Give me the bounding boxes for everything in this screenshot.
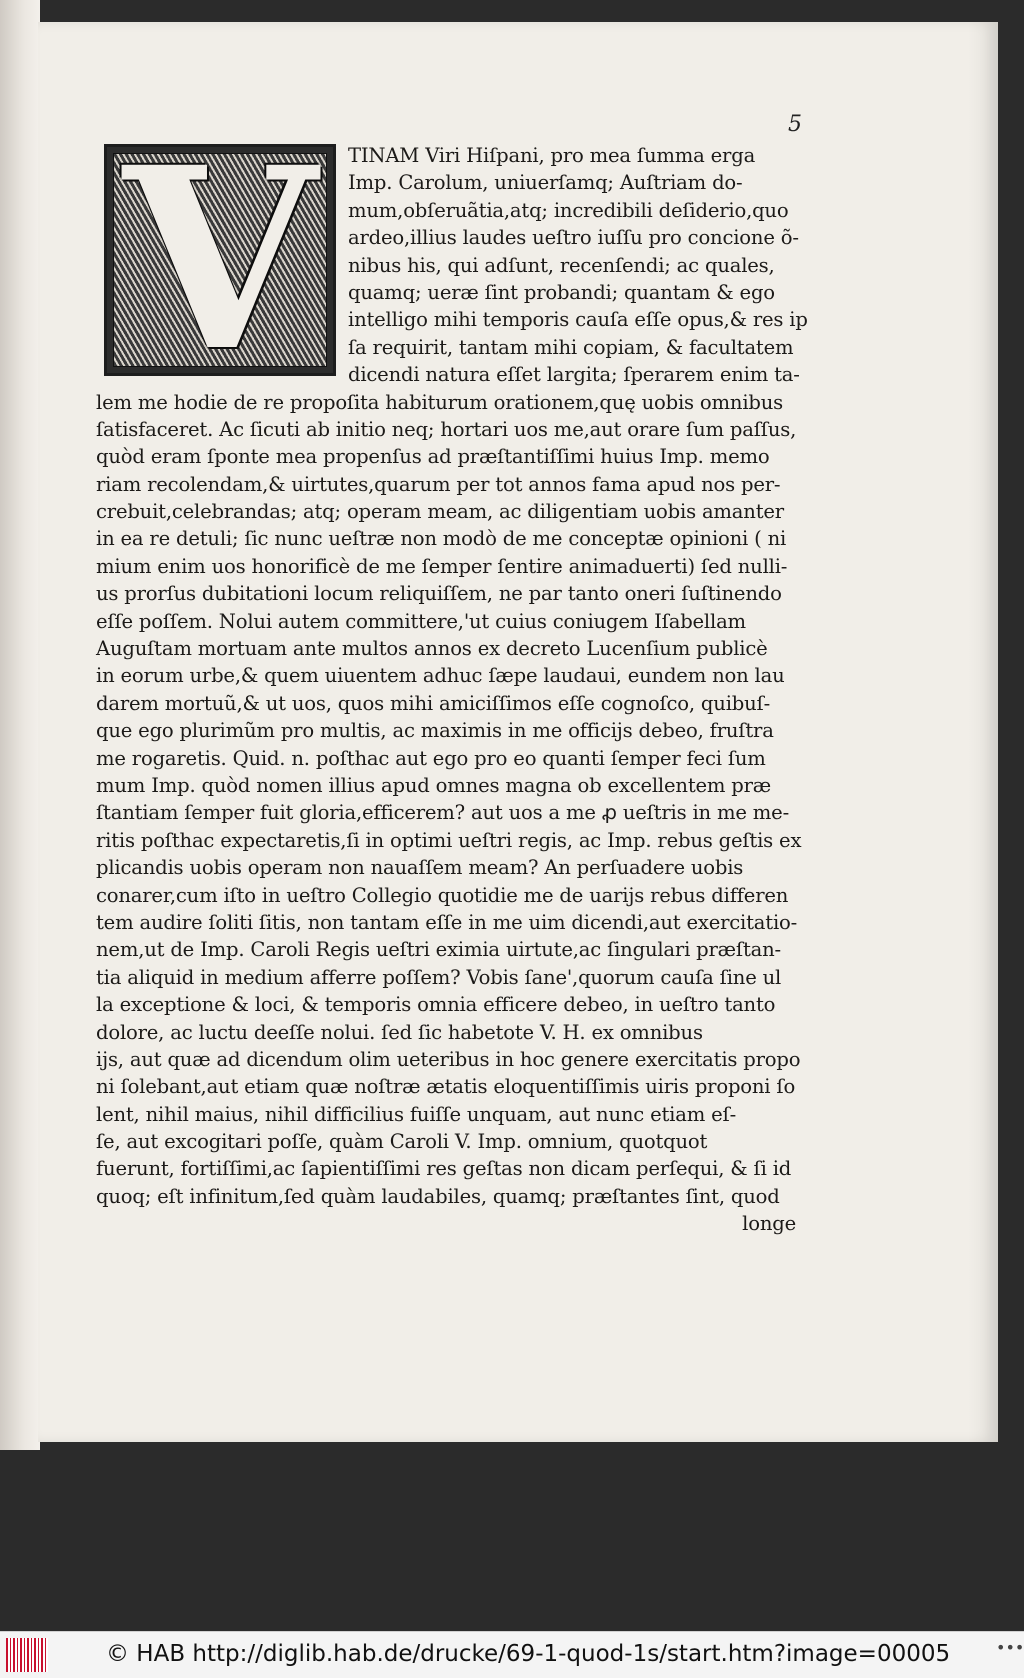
- text-line: ſatisfaceret. Ac ſicuti ab initio neq; hortari uos me,aut orare ſum paſſus,: [96, 417, 797, 441]
- text-line: lent, nihil maius, nihil difficilius fuiſſe unquam, aut nunc etiam eſ-: [96, 1102, 736, 1126]
- text-line: fuerunt, fortiſſimi,ac ſapientiſſimi res geſtas non dicam perſequi, & ſi id: [96, 1157, 792, 1181]
- text-line: nibus his, qui adſunt, recenſendi; ac quales,: [348, 253, 775, 277]
- text-line: la exceptione & loci, & temporis omnia efficere debeo, in ueſtro tanto: [96, 993, 776, 1017]
- text-line: Imp. Carolum, uniuerſamq; Auſtriam do-: [348, 171, 743, 195]
- text-line: mum,obſeruãtia,atq; incredibili deſiderio,quo: [348, 198, 789, 222]
- text-line: ſtantiam ſemper fuit gloria,efficerem? aut uos a me ꝓ ueſtris in me me-: [96, 801, 790, 825]
- text-line: quamq; ueræ ſint probandi; quantam & ego: [348, 280, 775, 304]
- text-line: tem audire ſoliti ſitis, non tantam eſſe in me uim dicendi,aut exercitatio-: [96, 910, 798, 934]
- text-line: us prorſus dubitationi locum reliquiſſem, ne par tanto oneri ſuſtinendo: [96, 582, 782, 606]
- drop-cap-letter: V: [123, 144, 317, 376]
- text-line: ni ſolebant,aut etiam quæ noſtræ ætatis eloquentiſſimis uiris proponi ſo: [96, 1075, 796, 1099]
- text-line: conarer,cum iſto in ueſtro Collegio quotidie me de uarijs rebus differen: [96, 883, 789, 907]
- text-line: mium enim uos honorificè de me ſemper ſentire animaduerti) ſed nulli-: [96, 554, 788, 578]
- text-line: mum Imp. quòd nomen illius apud omnes magna ob excellentem præ: [96, 773, 772, 797]
- text-line: intelligo mihi temporis cauſa eſſe opus,& res ip: [348, 308, 808, 332]
- text-line: nem,ut de Imp. Caroli Regis ueſtri eximia uirtute,ac ſingulari præſtan-: [96, 938, 781, 962]
- text-line: lem me hodie de re propoſita habiturum orationem,quę uobis omnibus: [96, 390, 783, 414]
- more-menu-icon[interactable]: •••: [996, 1638, 1024, 1657]
- text-line: me rogaretis. Quid. n. poſthac aut ego pro eo quanti ſemper feci ſum: [96, 746, 766, 770]
- text-line: quoq; eſt infinitum,ſed quàm laudabiles, quamq; præſtantes ſint, quod: [96, 1184, 780, 1208]
- text-line: ardeo,illius laudes ueſtro iuſſu pro concione õ-: [348, 226, 799, 250]
- text-line: ſa requirit, tantam mihi copiam, & facultatem: [348, 335, 794, 359]
- text-line: Auguſtam mortuam ante multos annos ex decreto Lucenſium publicè: [96, 637, 768, 661]
- text-line: TINAM Viri Hiſpani, pro mea ſumma erga: [348, 144, 756, 167]
- text-line: que ego plurimũm pro multis, ac maximis in me officijs debeo, fruſtra: [96, 719, 774, 743]
- page-shadow: [968, 22, 998, 1442]
- text-line: tia aliquid in medium afferre poſſem? Vobis ſane',quorum cauſa ſine ul: [96, 965, 782, 989]
- text-line: dicendi natura eſſet largita; ſperarem enim ta-: [348, 363, 800, 387]
- book-page: [38, 22, 998, 1442]
- text-line: darem mortuũ,& ut uos, quos mihi amiciſſimos eſſe cognoſco, quibuſ-: [96, 691, 770, 715]
- viewer-footer: [0, 1631, 1024, 1678]
- text-line: ritis poſthac expectaretis,ſi in optimi ueſtri regis, ac Imp. rebus geſtis ex: [96, 828, 802, 852]
- text-line: longe: [742, 1212, 796, 1236]
- text-line: crebuit,celebrandas; atq; operam meam, ac diligentiam uobis amanter: [96, 500, 784, 524]
- text-line: quòd eram ſponte mea propenſus ad præſtantiſſimi huius Imp. memo: [96, 445, 770, 469]
- body-text: [96, 142, 808, 1238]
- text-line: dolore, ac luctu deeſſe nolui. ſed ſic habetote V. H. ex omnibus: [96, 1020, 703, 1044]
- text-line: in ea re detuli; ſic nunc ueſtræ non modò de me conceptæ opinioni ( ni: [96, 527, 787, 551]
- previous-page-edge: [0, 0, 40, 1450]
- barcode-icon: [6, 1638, 48, 1672]
- text-line: eſſe poſſem. Nolui autem committere,'ut cuius coniugem Iſabellam: [96, 609, 746, 633]
- text-line: ſe, aut excogitari poſſe, quàm Caroli V. Imp. omnium, quotquot: [96, 1130, 708, 1154]
- text-line: riam recolendam,& uirtutes,quarum per tot annos fama apud nos per-: [96, 472, 781, 496]
- text-line: ijs, aut quæ ad dicendum olim ueteribus in hoc genere exercitatis propo: [96, 1047, 801, 1071]
- source-url[interactable]: © HAB http://diglib.hab.de/drucke/69-1-quod-1s/start.htm?image=00005: [106, 1641, 951, 1667]
- page-number: 5: [788, 112, 802, 137]
- text-line: plicandis uobis operam non nauaſſem meam? An perſuadere uobis: [96, 856, 744, 880]
- text-line: in eorum urbe,& quem uiuentem adhuc ſæpe laudaui, eundem non lau: [96, 664, 785, 688]
